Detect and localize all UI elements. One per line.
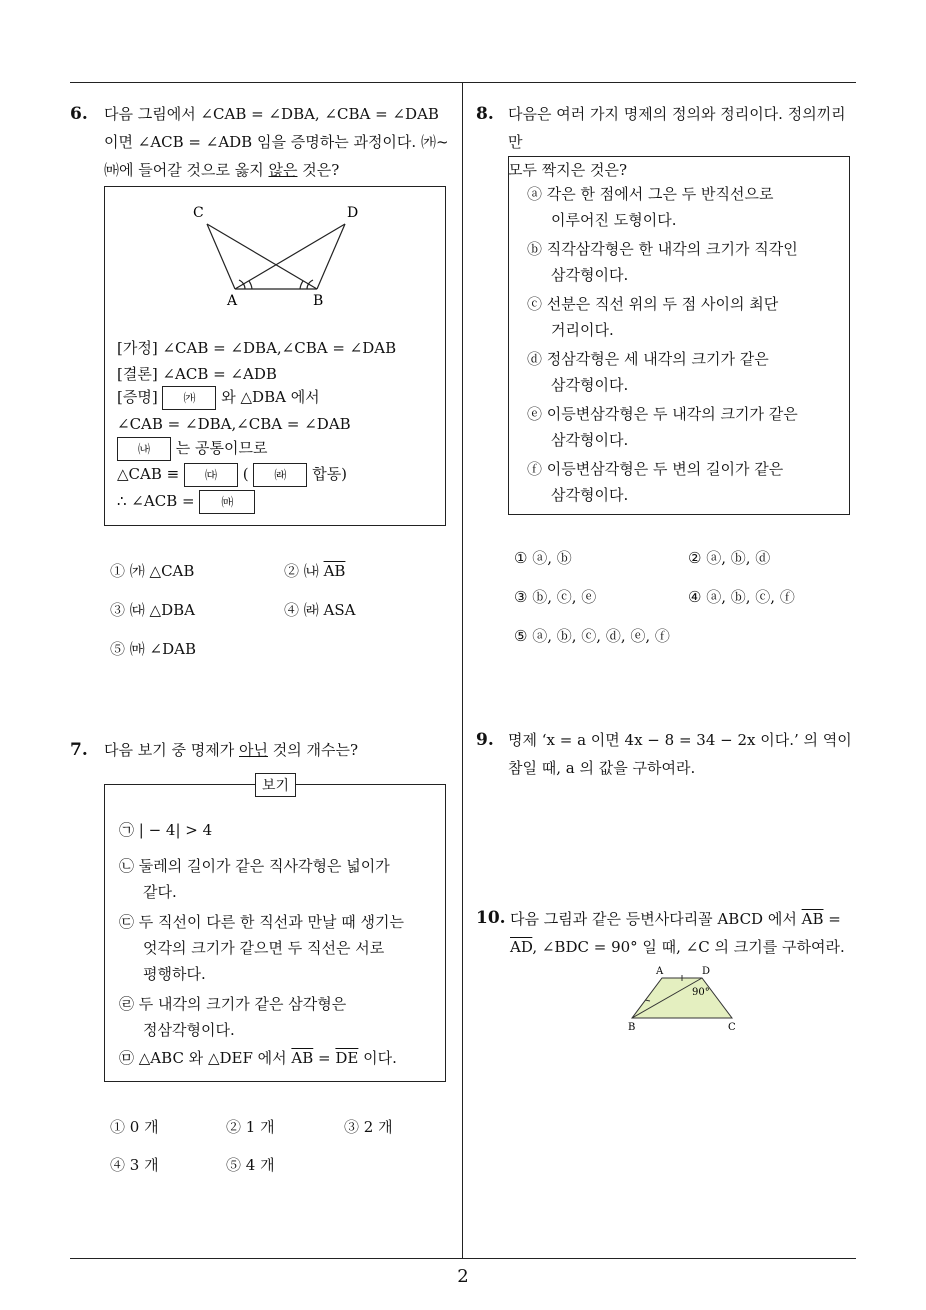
q7-choice-4[interactable]: ④ 3 개: [110, 1156, 159, 1174]
q7-item-5-tail: 이다.: [363, 1049, 397, 1067]
q8-choice-4[interactable]: ④ ⓐ, ⓑ, ⓒ, ⓕ: [688, 588, 795, 606]
q8-item-e-line1: ⓔ 이등변삼각형은 두 내각의 크기가 같은: [527, 405, 798, 423]
q8-item-f-line2: 삼각형이다.: [551, 486, 629, 504]
q9-text: [508, 726, 858, 782]
q8-text-line2: 모두 짝지은 것은?: [508, 161, 628, 179]
q6-proof-line6c: 합동): [312, 465, 348, 483]
q8-text-line1: 다음은 여러 가지 명제의 정의와 정리이다. 정의끼리만: [508, 105, 846, 151]
q6-proof-label: [증명]: [117, 388, 158, 406]
q8-number: 8.: [476, 104, 494, 124]
q10-text-line1: [510, 905, 860, 933]
q6-seg-ca: [207, 224, 235, 289]
q6-choice-3[interactable]: ③ ㈐ △DBA: [110, 601, 195, 619]
q6-proof-line3-tail: 와 △DBA 에서: [221, 388, 320, 406]
q6-choice-4[interactable]: ④ ㈑ ASA: [284, 601, 356, 619]
q8-item-e-line2: 삼각형이다.: [551, 431, 629, 449]
q6-angle-mark-b2: [300, 281, 303, 289]
q8-item-a-line1: ⓐ 각은 한 점에서 그은 두 반직선으로: [527, 185, 774, 203]
q8-item-d-line2: 삼각형이다.: [551, 376, 629, 394]
q8-item-c-line2: 거리이다.: [551, 321, 614, 339]
q9-number: 9.: [476, 730, 494, 750]
page-number: 2: [457, 1266, 469, 1287]
q6-proof-conclusion: [결론] ∠ACB = ∠ADB: [117, 365, 277, 383]
q6-angle-mark-a2: [249, 281, 252, 289]
q7-item-3-line2: 엇각의 크기가 같으면 두 직선은 서로: [143, 939, 385, 957]
q6-text-emphasis: 않은: [268, 161, 298, 179]
q10-text-line2: [510, 933, 860, 961]
q10-label-b: B: [628, 1022, 636, 1033]
q9-text-line1: 명제 ‘x = a 이면 4x − 8 = 34 − 2x 이다.’ 의 역이: [508, 731, 852, 749]
q6-proof-line6b: (: [242, 465, 249, 483]
q6-proof-line5: [117, 437, 268, 461]
q7-choice-5[interactable]: ⑤ 4 개: [226, 1156, 275, 1174]
q7-text-a: 다음 보기 중 명제가: [104, 741, 239, 759]
bottom-rule: [70, 1258, 856, 1259]
q7-item-5a: ㉤ △ABC 와 △DEF 에서: [119, 1049, 287, 1067]
q6-choice-5[interactable]: ⑤ ㈒ ∠DAB: [110, 640, 196, 658]
q6-label-b: B: [313, 293, 324, 307]
q7-text-c: 것의 개수는?: [267, 741, 359, 759]
q10-seg-ab: $\overline{AB}$: [801, 910, 824, 928]
q10-label-d: D: [702, 966, 711, 977]
q6-text-line1: 다음 그림에서 ∠CAB = ∠DBA, ∠CBA = ∠DAB: [104, 105, 439, 123]
q6-proof-hypothesis: [가정] ∠CAB = ∠DBA,∠CBA = ∠DAB: [117, 339, 397, 357]
q10-trapezoid: [632, 978, 732, 1018]
q7-item-5-seg-de: $\overline{DE}$: [335, 1049, 359, 1067]
q7-item-5-seg-ab: $\overline{AB}$: [291, 1049, 314, 1067]
q8-choice-5[interactable]: ⑤ ⓐ, ⓑ, ⓒ, ⓓ, ⓔ, ⓕ: [514, 627, 670, 645]
q6-seg-da: [235, 224, 345, 289]
q6-label-c: C: [193, 205, 204, 221]
q6-label-d: D: [347, 205, 359, 221]
q6-proof-line5-tail: 는 공통이므로: [175, 439, 268, 457]
q6-text-line3a: ㈒에 들어갈 것으로 옳지: [104, 161, 269, 179]
q6-proof-box: [104, 186, 446, 526]
q7-choice-2[interactable]: ② 1 개: [226, 1118, 275, 1136]
q6-blank-ma: ㈒: [199, 490, 255, 514]
q7-item-3-line1: ㉢ 두 직선이 다른 한 직선과 만날 때 생기는: [119, 913, 404, 931]
q8-choice-3[interactable]: ③ ⓑ, ⓒ, ⓔ: [514, 588, 597, 606]
q7-item-4-line1: ㉣ 두 내각의 크기가 같은 삼각형은: [119, 995, 347, 1013]
q10-text-line2b: , ∠BDC = 90° 일 때, ∠C 의 크기를 구하여라.: [532, 938, 845, 956]
q7-item-1: ㉠ | − 4| > 4: [119, 821, 213, 839]
q7-text-emphasis: 아닌: [239, 741, 268, 759]
q6-text-line2: 이면 ∠ACB = ∠ADB 임을 증명하는 과정이다. ㈎~: [104, 133, 449, 151]
q6-proof-line4: ∠CAB = ∠DBA,∠CBA = ∠DAB: [117, 415, 351, 433]
q6-blank-ra: ㈑: [253, 463, 307, 487]
q6-choice-2-segment: $\overline{AB}$: [323, 562, 346, 580]
q8-statement-box: [508, 156, 850, 515]
q8-item-b-line1: ⓑ 직각삼각형은 한 내각의 크기가 직각인: [527, 240, 798, 258]
q7-item-5-eq: =: [318, 1049, 331, 1067]
q10-seg-ad: $\overline{AD}$: [510, 938, 533, 956]
q7-item-4-line2: 정삼각형이다.: [143, 1021, 235, 1039]
q6-choice-2-label: ② ㈏: [284, 562, 319, 580]
q6-proof-line7: [117, 490, 255, 514]
q9-text-line2: 참일 때, a 의 값을 구하여라.: [508, 759, 696, 777]
q6-choice-2[interactable]: [284, 560, 345, 581]
q8-item-d-line1: ⓓ 정삼각형은 세 내각의 크기가 같은: [527, 350, 769, 368]
q8-item-b-line2: 삼각형이다.: [551, 266, 629, 284]
q7-item-3-line3: 평행하다.: [143, 965, 206, 983]
q10-number: 10.: [476, 908, 506, 928]
q7-item-2-line1: ㉡ 둘레의 길이가 같은 직사각형은 넓이가: [119, 857, 390, 875]
q6-number: 6.: [70, 104, 88, 124]
q6-seg-db: [317, 224, 345, 289]
q10-angle-label: 90°: [692, 987, 710, 998]
q6-proof-line6a: △CAB ≡: [117, 465, 180, 483]
q6-blank-na: ㈏: [117, 437, 171, 461]
q6-text: [104, 100, 454, 184]
q7-item-2-line2: 같다.: [143, 883, 177, 901]
q10-label-a: A: [656, 966, 664, 977]
q7-choice-3[interactable]: ③ 2 개: [344, 1118, 393, 1136]
q6-text-line3: [104, 156, 454, 184]
q10-text: [510, 905, 860, 961]
q7-number: 7.: [70, 740, 88, 760]
q6-text-line3c: 것은?: [297, 161, 340, 179]
q10-text-line1a: 다음 그림과 같은 등변사다리꼴 ABCD 에서: [510, 910, 797, 928]
q6-seg-cb: [207, 224, 317, 289]
q10-label-c: C: [728, 1022, 736, 1033]
q7-text: [104, 736, 358, 764]
q6-choice-1[interactable]: ① ㈎ △CAB: [110, 562, 195, 580]
q7-choice-1[interactable]: ① 0 개: [110, 1118, 159, 1136]
q8-item-a-line2: 이루어진 도형이다.: [551, 211, 677, 229]
q10-trapezoid-figure: [620, 962, 750, 1034]
top-rule: [70, 82, 856, 83]
q6-proof-line3: [117, 386, 320, 410]
q6-figure: [105, 187, 445, 307]
q10-eq: =: [828, 910, 841, 928]
q7-example-box: [104, 778, 446, 1082]
q7-item-5: [119, 1047, 397, 1068]
q7-box-title: 보기: [255, 773, 296, 797]
q8-choice-1[interactable]: ① ⓐ, ⓑ: [514, 549, 572, 567]
q6-proof-line6: [117, 463, 347, 487]
q6-blank-ga: ㈎: [162, 386, 216, 410]
q8-item-c-line1: ⓒ 선분은 직선 위의 두 점 사이의 최단: [527, 295, 779, 313]
q8-item-f-line1: ⓕ 이등변삼각형은 두 변의 길이가 같은: [527, 460, 784, 478]
q6-blank-da: ㈐: [184, 463, 238, 487]
column-divider: [462, 82, 463, 1258]
q6-label-a: A: [227, 293, 238, 307]
q6-proof-line7a: ∴ ∠ACB =: [117, 492, 195, 510]
q8-choice-2[interactable]: ② ⓐ, ⓑ, ⓓ: [688, 549, 771, 567]
